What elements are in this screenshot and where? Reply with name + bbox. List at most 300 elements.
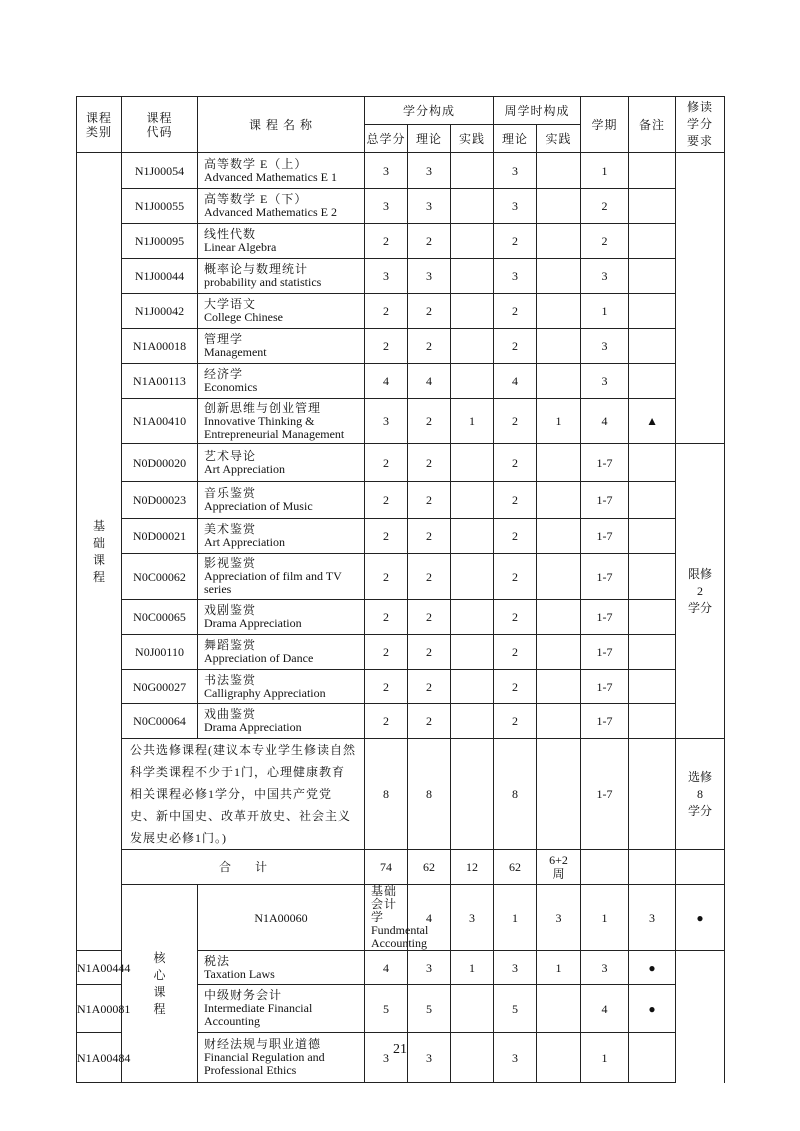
cell-practice — [451, 399, 494, 444]
course-code — [122, 224, 198, 259]
cell-h-theory — [494, 635, 537, 670]
course-name — [198, 985, 365, 1033]
course-code — [122, 399, 198, 444]
subtotal-label-text: 合 计 — [218, 860, 267, 874]
course-row — [77, 399, 725, 444]
cell-h-theory — [494, 482, 537, 519]
cell-remark — [629, 294, 676, 329]
course-name — [198, 224, 365, 259]
course-name-zh: 高等数学 E（下） — [204, 192, 308, 206]
cell-semester — [581, 364, 629, 399]
course-row — [77, 153, 725, 189]
cell-h-practice — [537, 739, 581, 850]
course-name-en: Fundmental Accounting — [371, 923, 429, 950]
course-name-zh: 线性代数 — [204, 227, 257, 241]
course-code-text: N0J00110 — [135, 645, 184, 659]
cell-total-text: 2 — [383, 645, 389, 659]
course-code-text: N1A00444 — [77, 960, 131, 975]
course-code-text: N1A00018 — [132, 339, 187, 353]
cell-h-theory — [494, 704, 537, 739]
cell-h-practice — [537, 704, 581, 739]
cell-semester — [581, 600, 629, 635]
cell-total-text: 3 — [383, 199, 389, 213]
curriculum-sheet — [76, 96, 724, 1083]
cell-h-theory — [494, 189, 537, 224]
cell-total-text: 2 — [383, 610, 389, 624]
cell-total-text: 2 — [383, 569, 389, 584]
course-name-zh: 概率论与数理统计 — [204, 262, 309, 276]
cell-practice — [451, 444, 494, 482]
course-name-en: Taxation Laws — [204, 966, 275, 981]
cell-practice-text: 1 — [469, 960, 475, 975]
cell-theory — [408, 294, 451, 329]
course-name-en: Advanced Mathematics E 2 — [204, 205, 337, 219]
cell-h-practice — [537, 519, 581, 554]
course-name-en: Drama Appreciation — [204, 616, 302, 630]
header-semester: 学期 — [581, 97, 629, 153]
course-name-en: Economics — [204, 380, 258, 394]
course-name-zh: 基础会计学 — [371, 884, 398, 924]
course-code — [122, 635, 198, 670]
header-row — [77, 97, 725, 125]
cell-semester — [581, 635, 629, 670]
cell-theory-text: 2 — [426, 455, 432, 470]
cell-h-theory — [494, 739, 537, 850]
cell-practice — [451, 951, 494, 985]
requirement-group-2 — [676, 444, 725, 739]
cell-theory — [408, 364, 451, 399]
cell-semester-text: 2 — [601, 234, 608, 248]
cell-remark — [629, 985, 676, 1033]
cell-h-theory-text: 5 — [512, 1001, 518, 1016]
cell-practice — [494, 885, 537, 951]
header-credit-total: 总学分 — [365, 125, 408, 153]
cell-theory-text: 3 — [426, 960, 432, 975]
cell-theory — [408, 153, 451, 189]
requirement-group-3 — [676, 739, 725, 850]
course-name-zh: 中级财务会计 — [204, 988, 283, 1002]
cell-h-theory — [494, 153, 537, 189]
cell-total — [365, 329, 408, 364]
cell-h-theory-text: 8 — [512, 787, 518, 801]
cell-total — [365, 519, 408, 554]
cell-total — [365, 739, 408, 850]
cell-h-theory — [494, 364, 537, 399]
course-row — [77, 704, 725, 739]
cell-theory-text: 3 — [469, 910, 475, 925]
cell-theory — [408, 670, 451, 704]
course-code — [122, 294, 198, 329]
cell-h-practice-text: 1 — [555, 960, 562, 975]
course-name-en: Financial Regulation and Professional Ethics — [204, 1050, 325, 1077]
cell-theory — [408, 635, 451, 670]
cell-h-theory-text: 2 — [512, 304, 518, 318]
cell-h-practice — [537, 600, 581, 635]
cell-total — [365, 554, 408, 600]
course-name-zh: 管理学 — [204, 332, 244, 346]
cell-h-practice — [581, 885, 629, 951]
cell-total-text: 2 — [383, 339, 389, 353]
subtotal-total-text: 74 — [380, 860, 392, 874]
cell-total-text: 4 — [383, 960, 389, 975]
cell-h-practice — [537, 294, 581, 329]
subtotal-h-theory — [494, 850, 537, 885]
course-code — [122, 554, 198, 600]
cell-total-text: 3 — [383, 414, 389, 428]
cell-total-text: 2 — [383, 234, 389, 248]
cell-theory — [408, 482, 451, 519]
cell-h-theory — [494, 444, 537, 482]
cell-total-text: 2 — [383, 304, 389, 318]
course-row — [77, 519, 725, 554]
course-code — [122, 670, 198, 704]
cell-h-theory — [494, 329, 537, 364]
subtotal-label — [122, 850, 365, 885]
cell-h-practice — [537, 444, 581, 482]
cell-semester-text: 1-7 — [596, 569, 613, 584]
cell-semester-text: 3 — [601, 269, 608, 283]
cell-h-practice — [537, 259, 581, 294]
subtotal-remark — [629, 850, 676, 885]
cell-theory — [408, 739, 451, 850]
header-credit-group: 学分构成 — [365, 97, 494, 125]
course-name-zh: 美术鉴赏 — [204, 522, 257, 536]
cell-h-practice — [537, 153, 581, 189]
course-name — [198, 670, 365, 704]
category-basic — [77, 153, 122, 951]
cell-h-theory-text: 4 — [512, 374, 518, 388]
cell-semester — [581, 259, 629, 294]
course-name-zh: 税法 — [204, 953, 231, 968]
cell-h-theory-text: 2 — [512, 714, 518, 728]
cell-semester — [581, 224, 629, 259]
cell-h-theory-text: 3 — [512, 163, 518, 178]
course-code — [198, 885, 365, 951]
cell-semester — [629, 885, 676, 951]
cell-total — [365, 224, 408, 259]
cell-h-practice — [537, 482, 581, 519]
cell-remark — [676, 885, 725, 951]
cell-semester-text: 4 — [601, 414, 608, 428]
header-hours-practice: 实践 — [537, 125, 581, 153]
cell-theory — [408, 554, 451, 600]
course-row — [77, 259, 725, 294]
cell-h-theory-text: 3 — [512, 1050, 518, 1065]
cell-total — [365, 259, 408, 294]
cell-total-text: 3 — [383, 269, 389, 283]
cell-semester-text: 4 — [601, 1001, 608, 1016]
cell-total — [365, 951, 408, 985]
course-code-text: N1J00054 — [134, 163, 185, 178]
cell-semester — [581, 444, 629, 482]
cell-theory — [408, 519, 451, 554]
cell-h-theory — [494, 985, 537, 1033]
cell-practice — [451, 294, 494, 329]
cell-total-text: 2 — [383, 714, 389, 728]
cell-semester — [581, 329, 629, 364]
cell-theory-text: 5 — [426, 1001, 432, 1016]
course-code-text: N0G00027 — [132, 679, 187, 694]
cell-practice — [451, 554, 494, 600]
cell-theory-text: 2 — [426, 339, 432, 353]
course-code-text: N0C00065 — [133, 610, 186, 624]
course-row — [77, 294, 725, 329]
cell-total — [365, 635, 408, 670]
subtotal-theory — [408, 850, 451, 885]
course-code — [122, 519, 198, 554]
course-name — [198, 635, 365, 670]
cell-semester-text: 2 — [601, 199, 608, 213]
cell-practice-text: 1 — [469, 414, 475, 428]
cell-total-text: 3 — [383, 163, 389, 178]
cell-semester-text: 1 — [601, 304, 608, 318]
cell-remark — [629, 519, 676, 554]
public-elective-row — [77, 739, 725, 850]
cell-total — [365, 399, 408, 444]
course-code-text: N1A00410 — [132, 414, 187, 428]
course-name — [198, 482, 365, 519]
cell-h-theory-text: 2 — [512, 529, 518, 543]
cell-h-practice — [537, 670, 581, 704]
subtotal-requirement — [676, 850, 725, 885]
cell-remark — [629, 364, 676, 399]
cell-theory-text: 8 — [426, 787, 432, 801]
cell-semester-text: 1-7 — [596, 787, 613, 801]
public-elective-text — [122, 739, 365, 850]
course-code-text: N0D00023 — [132, 493, 187, 507]
course-code — [122, 600, 198, 635]
cell-total — [365, 704, 408, 739]
cell-theory-text: 4 — [426, 374, 432, 388]
subtotal-h-practice — [537, 850, 581, 885]
course-code-text: N1J00055 — [134, 199, 185, 213]
cell-remark — [629, 739, 676, 850]
cell-practice — [451, 329, 494, 364]
cell-practice — [451, 189, 494, 224]
course-name-zh: 艺术导论 — [204, 448, 257, 463]
cell-theory — [451, 885, 494, 951]
cell-semester — [581, 294, 629, 329]
course-name-zh: 创新思维与创业管理 — [204, 400, 322, 415]
cell-theory-text: 2 — [426, 569, 432, 584]
course-name-zh: 影视鉴赏 — [204, 556, 257, 570]
cell-total-text: 2 — [383, 455, 389, 470]
cell-remark-text: ● — [648, 960, 656, 975]
requirement-group-2-text: 限修 2 学分 — [688, 566, 713, 615]
cell-theory-text: 2 — [426, 304, 432, 318]
course-name-en: College Chinese — [204, 310, 283, 324]
course-code-text: N1J00042 — [134, 304, 185, 318]
cell-h-theory-text: 2 — [512, 645, 518, 659]
subtotal-practice-text: 12 — [466, 860, 478, 874]
course-name — [198, 364, 365, 399]
cell-semester-text: 1-7 — [596, 714, 613, 728]
cell-total — [365, 482, 408, 519]
header-remark: 备注 — [629, 97, 676, 153]
cell-remark — [629, 259, 676, 294]
cell-total-text: 4 — [426, 910, 432, 925]
cell-h-theory-text: 2 — [512, 679, 518, 694]
subtotal-semester — [581, 850, 629, 885]
course-name — [198, 294, 365, 329]
cell-theory — [408, 704, 451, 739]
course-name — [198, 444, 365, 482]
cell-h-theory — [494, 259, 537, 294]
cell-h-theory-text: 2 — [512, 493, 518, 507]
cell-theory-text: 2 — [426, 234, 432, 248]
cell-total — [365, 600, 408, 635]
cell-semester-text: 3 — [601, 374, 608, 388]
course-code — [122, 329, 198, 364]
cell-semester — [581, 951, 629, 985]
cell-h-theory-text: 2 — [512, 569, 518, 584]
cell-remark-text: ● — [696, 910, 704, 925]
course-name-en: Innovative Thinking & Entrepreneurial Management — [204, 413, 345, 441]
cell-semester — [581, 482, 629, 519]
course-row — [77, 670, 725, 704]
cell-theory-text: 2 — [426, 645, 432, 659]
cell-practice — [451, 985, 494, 1033]
course-row — [77, 224, 725, 259]
cell-practice — [451, 670, 494, 704]
cell-theory-text: 2 — [426, 714, 432, 728]
cell-total-text: 2 — [383, 679, 389, 694]
course-name — [198, 399, 365, 444]
cell-h-theory — [494, 600, 537, 635]
course-row — [77, 364, 725, 399]
cell-theory — [408, 329, 451, 364]
cell-theory-text: 2 — [426, 529, 432, 543]
cell-total-text: 4 — [383, 374, 389, 388]
cell-h-theory — [494, 224, 537, 259]
course-name — [198, 554, 365, 600]
cell-remark — [629, 704, 676, 739]
course-name-en: probability and statistics — [204, 275, 322, 289]
subtotal-h-theory-text: 62 — [509, 860, 521, 874]
course-name-en: Art Appreciation — [204, 461, 285, 476]
course-name — [198, 600, 365, 635]
cell-total-text: 2 — [383, 493, 389, 507]
course-name-zh: 舞蹈鉴赏 — [204, 638, 257, 652]
cell-remark — [629, 482, 676, 519]
cell-practice — [451, 519, 494, 554]
cell-total-text: 8 — [383, 787, 389, 801]
cell-theory — [408, 399, 451, 444]
cell-h-theory — [537, 885, 581, 951]
cell-semester — [581, 153, 629, 189]
course-code-text: N1A00484 — [77, 1050, 131, 1065]
cell-theory — [408, 259, 451, 294]
course-name — [198, 259, 365, 294]
course-name-zh: 高等数学 E（上） — [204, 156, 308, 171]
subtotal-practice — [451, 850, 494, 885]
cell-h-theory-text: 3 — [512, 269, 518, 283]
cell-total — [365, 294, 408, 329]
cell-h-practice — [537, 399, 581, 444]
cell-semester — [581, 189, 629, 224]
course-code — [77, 951, 131, 985]
cell-practice — [451, 259, 494, 294]
course-code-text: N1A00113 — [133, 374, 186, 388]
cell-theory-text: 2 — [426, 493, 432, 507]
course-name-en: Appreciation of Music — [204, 499, 313, 513]
course-code-text: N0C00064 — [133, 714, 186, 728]
course-code — [122, 364, 198, 399]
cell-semester-text: 1 — [601, 163, 608, 178]
cell-remark — [629, 670, 676, 704]
course-name — [198, 519, 365, 554]
cell-h-practice — [537, 635, 581, 670]
cell-theory — [408, 985, 451, 1033]
header-code: 课程 代码 — [122, 97, 198, 153]
cell-practice — [451, 635, 494, 670]
category-core-label: 核心课程 — [153, 950, 166, 1016]
cell-total — [365, 670, 408, 704]
course-code — [122, 259, 198, 294]
cell-total — [365, 153, 408, 189]
course-code — [122, 189, 198, 224]
course-row — [77, 554, 725, 600]
cell-theory-text: 2 — [426, 610, 432, 624]
course-row — [77, 635, 725, 670]
cell-theory-text: 2 — [426, 414, 432, 428]
course-code-text: N1A00060 — [254, 910, 308, 925]
cell-theory — [408, 951, 451, 985]
cell-h-practice — [537, 951, 581, 985]
subtotal-row — [77, 850, 725, 885]
cell-semester — [581, 670, 629, 704]
cell-semester — [581, 739, 629, 850]
course-name — [198, 329, 365, 364]
course-code — [122, 444, 198, 482]
requirement-group-3-text: 选修 8 学分 — [688, 769, 713, 818]
cell-remark-text: ▲ — [646, 414, 658, 428]
course-code-text: N1J00095 — [134, 234, 185, 248]
cell-remark — [629, 951, 676, 985]
course-name-en: Calligraphy Appreciation — [204, 685, 326, 700]
course-name-en: Drama Appreciation — [204, 720, 302, 734]
course-row — [77, 189, 725, 224]
header-name: 课 程 名 称 — [198, 97, 365, 153]
course-code-text: N0C00062 — [133, 569, 186, 584]
category-basic-label: 基础课程 — [92, 518, 105, 584]
cell-remark — [629, 189, 676, 224]
cell-h-theory — [494, 670, 537, 704]
course-name-zh: 戏曲鉴赏 — [204, 707, 257, 721]
cell-semester — [581, 399, 629, 444]
cell-remark-text: ● — [648, 1001, 656, 1016]
cell-h-practice — [537, 364, 581, 399]
header-hours-group: 周学时构成 — [494, 97, 581, 125]
subtotal-h-practice-text: 6+2 周 — [549, 853, 568, 881]
cell-h-practice — [537, 554, 581, 600]
cell-semester-text: 3 — [649, 910, 656, 925]
course-code-text: N0D00021 — [132, 529, 187, 543]
course-code — [122, 482, 198, 519]
cell-semester-text: 3 — [601, 339, 608, 353]
cell-h-theory — [494, 294, 537, 329]
cell-remark — [629, 635, 676, 670]
public-elective-description: 公共选修课程(建议本专业学生修读自然科学类课程不少于1门，心理健康教育相关课程必修1学分，中国共产党党史、新中国史、改革开放史、社会主义发展史必修1门。) — [130, 743, 356, 845]
course-name-en: Appreciation of film and TV series — [204, 569, 342, 596]
cell-remark — [629, 444, 676, 482]
cell-h-practice — [537, 329, 581, 364]
cell-theory-text: 2 — [426, 679, 432, 694]
cell-h-theory — [494, 951, 537, 985]
cell-theory-text: 3 — [426, 1050, 432, 1065]
cell-theory — [408, 189, 451, 224]
cell-theory — [408, 600, 451, 635]
